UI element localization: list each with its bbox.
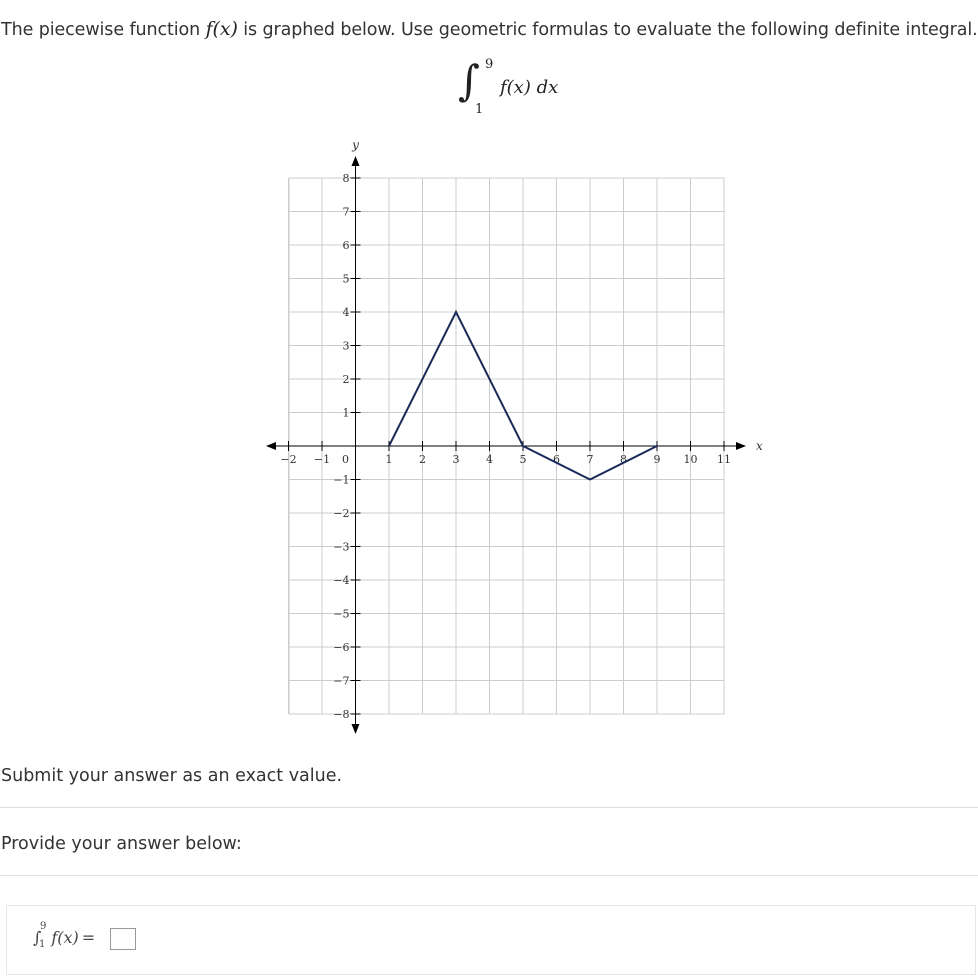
x-tick-label: 3 bbox=[452, 453, 460, 466]
y-tick-label: 8 bbox=[342, 172, 350, 185]
question-text-end: is graphed below. Use geometric formulas to evaluate the following definite integral. bbox=[237, 20, 978, 40]
answer-integrand: f(x) bbox=[51, 928, 79, 947]
y-tick-label: −7 bbox=[333, 674, 350, 688]
x-tick-label: −2 bbox=[280, 453, 297, 466]
y-tick-label: −2 bbox=[333, 507, 350, 520]
upper-limit: 9 bbox=[485, 57, 494, 72]
y-tick-label: −1 bbox=[333, 473, 350, 487]
x-tick-label: 10 bbox=[683, 453, 698, 466]
answer-input[interactable] bbox=[110, 928, 136, 950]
x-axis-arrow-right bbox=[736, 442, 746, 450]
divider bbox=[0, 875, 978, 876]
provide-answer-label: Provide your answer below: bbox=[1, 834, 242, 854]
answer-lower-limit: 1 bbox=[39, 939, 46, 950]
x-axis-arrow-left bbox=[266, 442, 276, 450]
y-tick-label: −4 bbox=[333, 574, 350, 587]
x-tick-label: 0 bbox=[342, 453, 349, 466]
x-tick-label: 1 bbox=[385, 453, 393, 466]
y-tick-label: −3 bbox=[333, 540, 350, 554]
x-tick-label: 8 bbox=[620, 453, 627, 466]
x-tick-label: −1 bbox=[313, 453, 331, 466]
y-tick-label: 6 bbox=[342, 239, 350, 252]
answer-upper-limit: 9 bbox=[40, 921, 47, 932]
answer-integral-sign: ∫ bbox=[33, 928, 42, 947]
x-tick-label: 7 bbox=[586, 453, 594, 466]
x-tick-label: 4 bbox=[486, 453, 493, 466]
divider bbox=[0, 807, 978, 808]
x-tick-label: 6 bbox=[553, 453, 560, 466]
y-tick-label: −6 bbox=[333, 641, 350, 654]
x-tick-label: 9 bbox=[653, 453, 661, 466]
question-text-start: The piecewise function bbox=[1, 20, 206, 40]
function-name: f(x) bbox=[205, 18, 238, 40]
y-tick-label: 4 bbox=[342, 306, 350, 319]
y-tick-label: −8 bbox=[333, 708, 350, 721]
y-axis-label: y bbox=[352, 138, 359, 152]
y-axis-arrow-down bbox=[352, 724, 360, 734]
integrand: f(x) dx bbox=[500, 77, 559, 98]
x-tick-label: 2 bbox=[419, 453, 426, 466]
lower-limit: 1 bbox=[475, 102, 484, 117]
y-tick-label: 2 bbox=[342, 373, 350, 386]
instruction-text: Submit your answer as an exact value. bbox=[1, 766, 343, 786]
integral-sign: ∫ bbox=[458, 56, 480, 105]
x-tick-label: 11 bbox=[717, 453, 731, 466]
y-axis-arrow-up bbox=[352, 156, 360, 166]
y-tick-label: 7 bbox=[342, 205, 350, 219]
answer-panel bbox=[6, 905, 976, 975]
x-tick-label: 5 bbox=[519, 453, 527, 466]
answer-expression bbox=[33, 921, 96, 950]
y-tick-label: 1 bbox=[342, 406, 350, 420]
y-tick-label: 5 bbox=[342, 272, 350, 286]
equals-sign: = bbox=[81, 928, 96, 947]
y-tick-label: 3 bbox=[342, 339, 350, 353]
y-tick-label: −5 bbox=[333, 607, 350, 621]
x-axis-label: x bbox=[756, 439, 763, 453]
